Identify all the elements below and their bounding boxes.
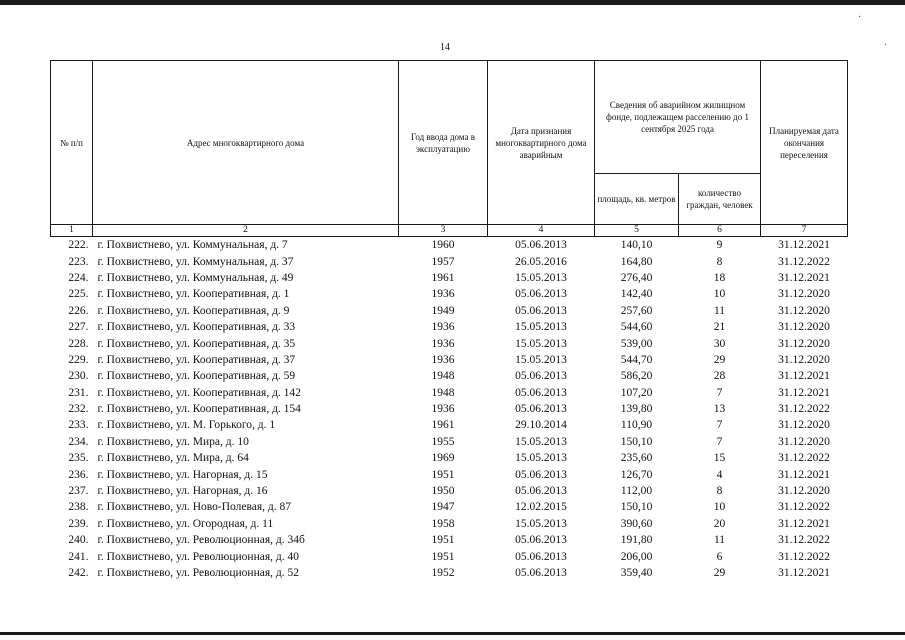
table-row <box>51 352 848 368</box>
table-row <box>51 385 848 401</box>
row-recognition-date: 05.06.2013 <box>515 550 567 563</box>
row-address: г. Похвистнево, ул. М. Горького, д. 1 <box>97 419 276 432</box>
row-planned-end: 31.12.2021 <box>778 386 830 399</box>
bottom-border-line <box>0 632 905 635</box>
row-address: г. Похвистнево, ул. Кооперативная, д. 142 <box>97 386 301 399</box>
row-year: 1948 <box>431 370 455 383</box>
row-recognition-date: 05.06.2013 <box>515 567 567 579</box>
column-number: 1 <box>51 225 93 237</box>
row-residents: 9 <box>716 239 723 252</box>
row-planned-end: 31.12.2022 <box>778 452 830 465</box>
row-area: 257,60 <box>620 304 653 317</box>
row-planned-end: 31.12.2020 <box>778 288 830 301</box>
row-planned-end: 31.12.2020 <box>778 435 830 448</box>
column-number: 5 <box>595 225 679 237</box>
row-area: 586,20 <box>620 370 653 383</box>
row-planned-end: 31.12.2020 <box>778 419 830 432</box>
row-residents: 7 <box>716 435 723 448</box>
row-area: 110,90 <box>620 419 653 432</box>
row-recognition-date: 15.05.2013 <box>515 517 567 530</box>
header-residents: количество граждан, человек <box>679 174 761 225</box>
row-number: 229. <box>68 353 89 366</box>
table-row <box>51 516 848 532</box>
row-planned-end: 31.12.2020 <box>778 304 830 317</box>
row-recognition-date: 05.06.2013 <box>515 485 567 498</box>
header-recognition-date: Дата признания многоквартирного дома аварийным <box>488 61 595 225</box>
row-planned-end: 31.12.2020 <box>778 321 830 334</box>
row-year: 1950 <box>431 485 455 498</box>
row-number: 239. <box>68 517 89 530</box>
row-number: 238. <box>68 501 89 514</box>
row-address: г. Похвистнево, ул. Коммунальная, д. 7 <box>97 239 288 252</box>
row-planned-end: 31.12.2022 <box>778 550 830 563</box>
row-address: г. Похвистнево, ул. Революционная, д. 52 <box>97 567 299 579</box>
row-area: 150,10 <box>620 435 653 448</box>
row-year: 1961 <box>431 419 455 432</box>
column-number: 6 <box>679 225 761 237</box>
row-planned-end: 31.12.2021 <box>778 468 830 481</box>
row-area: 140,10 <box>620 239 653 252</box>
row-year: 1949 <box>431 304 455 317</box>
row-address: г. Похвистнево, ул. Коммунальная, д. 49 <box>97 271 294 284</box>
column-number-row <box>51 225 848 237</box>
row-address: г. Похвистнево, ул. Кооперативная, д. 1 <box>97 288 290 301</box>
row-number: 241. <box>68 550 89 563</box>
row-number: 224. <box>68 271 89 284</box>
row-number: 226. <box>68 304 89 317</box>
row-recognition-date: 15.05.2013 <box>515 452 567 465</box>
top-border-line <box>0 0 905 5</box>
row-recognition-date: 05.06.2013 <box>515 403 567 416</box>
row-area: 390,60 <box>620 517 653 530</box>
row-address: г. Похвистнево, ул. Нагорная, д. 16 <box>97 485 268 498</box>
row-planned-end: 31.12.2020 <box>778 337 830 350</box>
row-area: 142,40 <box>620 288 653 301</box>
table-row <box>51 466 848 482</box>
row-year: 1936 <box>431 321 455 334</box>
row-number: 234. <box>68 435 89 448</box>
row-address: г. Похвистнево, ул. Кооперативная, д. 59 <box>97 370 296 383</box>
row-address: г. Похвистнево, ул. Кооперативная, д. 9 <box>97 304 290 317</box>
header-planned-end: Планируемая дата окончания переселения <box>761 61 848 225</box>
row-residents: 13 <box>713 403 726 416</box>
table-row <box>51 253 848 269</box>
row-residents: 20 <box>713 517 726 530</box>
header-num: № п/п <box>51 61 93 225</box>
row-address: г. Похвистнево, ул. Кооперативная, д. 37 <box>97 353 296 366</box>
row-recognition-date: 15.05.2013 <box>515 321 567 334</box>
row-address: г. Похвистнево, ул. Кооперативная, д. 35 <box>97 337 296 350</box>
row-number: 232. <box>68 403 89 416</box>
row-address: г. Похвистнево, ул. Революционная, д. 40 <box>97 550 299 563</box>
row-residents: 7 <box>716 419 723 432</box>
row-residents: 15 <box>713 452 726 465</box>
row-residents: 8 <box>716 255 723 268</box>
row-area: 112,00 <box>620 485 653 498</box>
row-area: 359,40 <box>620 567 653 579</box>
row-planned-end: 31.12.2020 <box>778 353 830 366</box>
row-planned-end: 31.12.2022 <box>778 403 830 416</box>
row-recognition-date: 29.10.2014 <box>515 419 567 432</box>
row-year: 1960 <box>431 239 455 252</box>
row-number: 236. <box>68 468 89 481</box>
row-year: 1936 <box>431 353 455 366</box>
row-planned-end: 31.12.2022 <box>778 501 830 514</box>
row-area: 191,80 <box>620 534 653 547</box>
column-number: 3 <box>399 225 488 237</box>
row-residents: 8 <box>716 485 723 498</box>
scan-speck: · <box>858 12 862 23</box>
row-recognition-date: 05.06.2013 <box>515 386 567 399</box>
table-header <box>51 61 848 237</box>
row-residents: 11 <box>713 534 726 547</box>
table-row <box>51 499 848 515</box>
row-address: г. Похвистнево, ул. Огородная, д. 11 <box>97 517 274 530</box>
row-planned-end: 31.12.2021 <box>778 271 830 284</box>
header-group: Сведения об аварийном жилищном фонде, подлежащем расселению до 1 сентября 2025 года <box>595 61 761 174</box>
row-year: 1936 <box>431 337 455 350</box>
row-area: 539,00 <box>620 337 653 350</box>
row-number: 228. <box>68 337 89 350</box>
row-recognition-date: 05.06.2013 <box>515 304 567 317</box>
column-number: 7 <box>761 225 848 237</box>
row-residents: 10 <box>713 501 726 514</box>
row-number: 240. <box>68 534 89 547</box>
table-row <box>51 319 848 335</box>
row-year: 1951 <box>431 468 455 481</box>
row-number: 223. <box>68 255 89 268</box>
table-row <box>51 303 848 319</box>
row-number: 235. <box>68 452 89 465</box>
row-address: г. Похвистнево, ул. Мира, д. 10 <box>97 435 249 448</box>
table-row <box>51 548 848 564</box>
table-row <box>51 434 848 450</box>
row-area: 235,60 <box>620 452 653 465</box>
row-year: 1947 <box>431 501 455 514</box>
table-row <box>51 270 848 286</box>
row-recognition-date: 15.05.2013 <box>515 435 567 448</box>
row-residents: 29 <box>713 353 726 366</box>
row-year: 1961 <box>431 271 455 284</box>
row-year: 1952 <box>431 567 455 579</box>
row-residents: 4 <box>716 468 723 481</box>
row-area: 139,80 <box>620 403 653 416</box>
column-number: 2 <box>93 225 399 237</box>
row-area: 107,20 <box>620 386 653 399</box>
page-number: 14 <box>440 42 450 53</box>
row-year: 1951 <box>431 534 455 547</box>
row-residents: 11 <box>713 304 726 317</box>
row-address: г. Похвистнево, ул. Мира, д. 64 <box>97 452 249 465</box>
header-area: площадь, кв. метров <box>595 174 679 225</box>
table-row <box>51 401 848 417</box>
row-year: 1957 <box>431 255 455 268</box>
row-recognition-date: 05.06.2013 <box>515 534 567 547</box>
row-year: 1936 <box>431 288 455 301</box>
row-year: 1936 <box>431 403 455 416</box>
row-recognition-date: 05.06.2013 <box>515 370 567 383</box>
row-number: 233. <box>68 419 89 432</box>
row-number: 222. <box>68 239 89 252</box>
row-year: 1955 <box>431 435 455 448</box>
row-residents: 7 <box>716 386 723 399</box>
row-planned-end: 31.12.2022 <box>778 255 830 268</box>
row-residents: 30 <box>713 337 726 350</box>
table-row <box>51 483 848 499</box>
row-number: 227. <box>68 321 89 334</box>
row-recognition-date: 15.05.2013 <box>515 353 567 366</box>
row-area: 126,70 <box>620 468 653 481</box>
row-recognition-date: 05.06.2013 <box>515 239 567 252</box>
table-row <box>51 286 848 302</box>
row-area: 150,10 <box>620 501 653 514</box>
column-number: 4 <box>488 225 595 237</box>
row-residents: 29 <box>713 567 726 579</box>
row-year: 1948 <box>431 386 455 399</box>
row-residents: 28 <box>713 370 726 383</box>
table-row <box>51 368 848 384</box>
row-planned-end: 31.12.2021 <box>778 370 830 383</box>
table-row <box>51 565 848 581</box>
row-address: г. Похвистнево, ул. Коммунальная, д. 37 <box>97 255 294 268</box>
header-address: Адрес многоквартирного дома <box>93 61 399 225</box>
row-year: 1958 <box>431 517 455 530</box>
header-year: Год ввода дома в эксплуатацию <box>399 61 488 225</box>
row-residents: 18 <box>713 271 726 284</box>
row-address: г. Похвистнево, ул. Кооперативная, д. 154 <box>97 403 301 416</box>
row-address: г. Похвистнево, ул. Нагорная, д. 15 <box>97 468 268 481</box>
row-number: 237. <box>68 485 89 498</box>
row-recognition-date: 05.06.2013 <box>515 468 567 481</box>
row-area: 164,80 <box>620 255 653 268</box>
row-recognition-date: 05.06.2013 <box>515 288 567 301</box>
row-area: 276,40 <box>620 271 653 284</box>
row-year: 1951 <box>431 550 455 563</box>
row-residents: 6 <box>716 550 723 563</box>
table-row <box>51 335 848 351</box>
row-area: 544,70 <box>620 353 653 366</box>
table-row <box>51 237 848 254</box>
row-number: 231. <box>68 386 89 399</box>
row-planned-end: 31.12.2021 <box>778 239 830 252</box>
row-planned-end: 31.12.2020 <box>778 485 830 498</box>
row-number: 225. <box>68 288 89 301</box>
row-planned-end: 31.12.2022 <box>778 534 830 547</box>
row-number: 242. <box>68 567 89 579</box>
row-area: 206,00 <box>620 550 653 563</box>
table-row <box>51 532 848 548</box>
row-recognition-date: 26.05.2016 <box>515 255 567 268</box>
row-planned-end: 31.12.2021 <box>778 517 830 530</box>
row-residents: 21 <box>713 321 726 334</box>
row-residents: 10 <box>713 288 726 301</box>
table-row <box>51 450 848 466</box>
row-address: г. Похвистнево, ул. Революционная, д. 34б <box>97 534 305 547</box>
row-address: г. Похвистнево, ул. Ново-Полевая, д. 87 <box>97 501 292 514</box>
row-planned-end: 31.12.2021 <box>778 567 830 579</box>
scan-speck: · <box>884 40 888 51</box>
row-year: 1969 <box>431 452 455 465</box>
row-recognition-date: 15.05.2013 <box>515 271 567 284</box>
table-row <box>51 417 848 433</box>
row-area: 544,60 <box>620 321 653 334</box>
emergency-housing-table <box>50 60 848 581</box>
table-body <box>51 237 848 582</box>
row-recognition-date: 15.05.2013 <box>515 337 567 350</box>
row-number: 230. <box>68 370 89 383</box>
row-address: г. Похвистнево, ул. Кооперативная, д. 33 <box>97 321 296 334</box>
row-recognition-date: 12.02.2015 <box>515 501 567 514</box>
